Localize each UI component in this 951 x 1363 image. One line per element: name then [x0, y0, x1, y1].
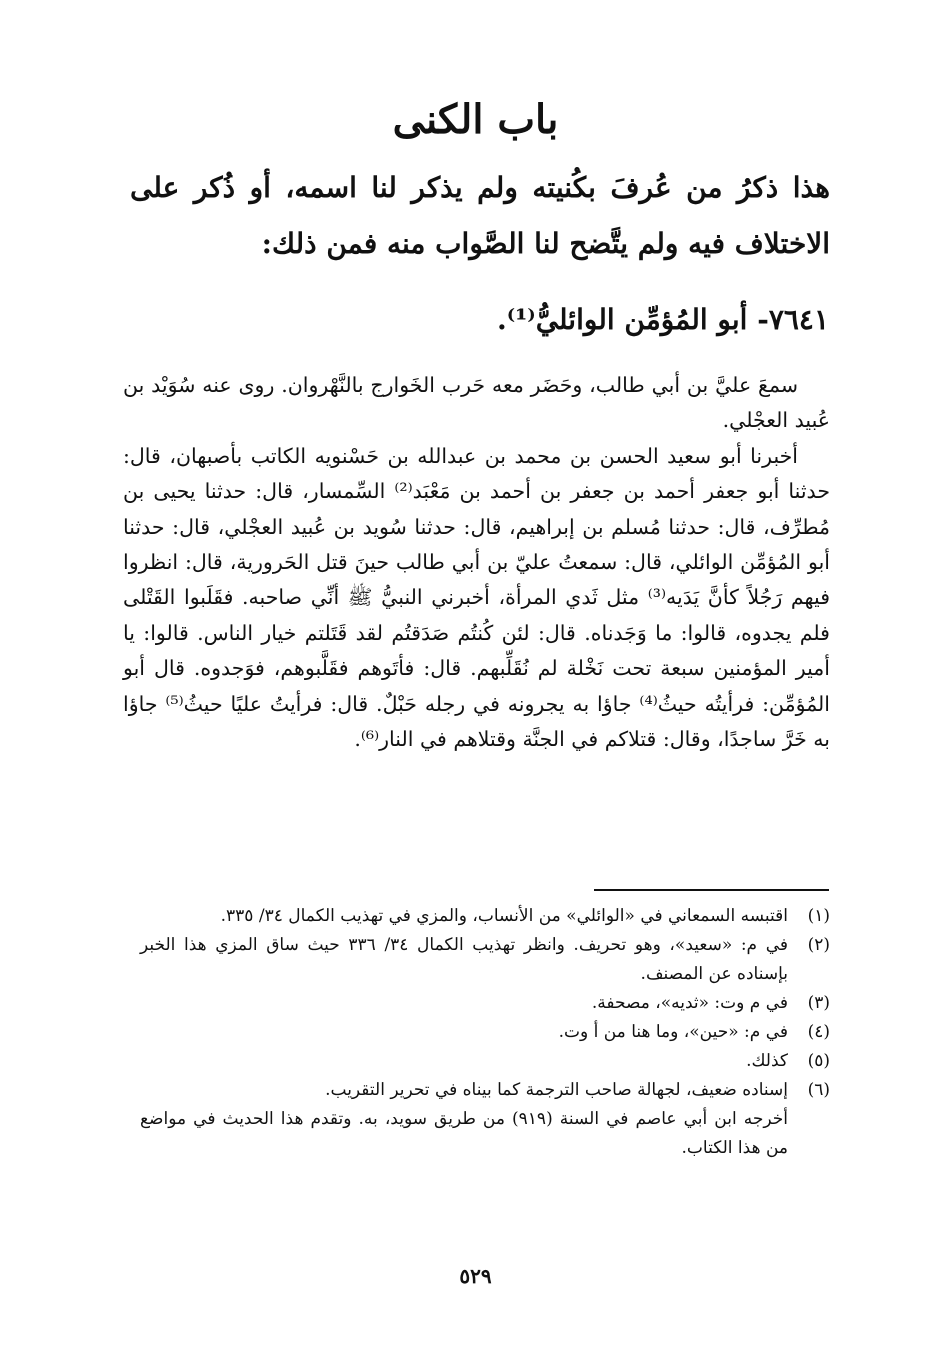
entry-heading: ٧٦٤١- أبو المُؤمِّن الوائليُّ⁽¹⁾.	[497, 303, 829, 336]
footnote-text: إسناده ضعيف، لجهالة صاحب الترجمة كما بيناه في تحرير التقريب.	[325, 1080, 788, 1100]
footnote-item	[140, 931, 830, 989]
chapter-title: باب الكنى	[392, 96, 559, 143]
footnote-number: (٤)	[807, 1022, 830, 1042]
footnote-number: (٢)	[807, 935, 830, 955]
footnote-text: في م: «سعيد»، وهو تحريف. وانظر تهذيب الكمال ٣٤/ ٣٣٦ حيث ساق المزي هذا الخبر بإسناده عن المصنف.	[140, 935, 788, 984]
footnote-text: كذلك.	[746, 1051, 788, 1071]
footnote-item	[140, 1047, 830, 1076]
entry-body	[123, 368, 830, 757]
footnote-item	[140, 989, 830, 1018]
biography-paragraph: سمعَ عليَّ بن أبي طالب، وحَضَر معه حَرب الخَوارج بالنَّهْروان. روى عنه سُوَيْد بن عُبيد العجْلي.	[123, 373, 830, 433]
footnotes-list	[140, 902, 830, 1163]
footnote-text: في م وت: «ثديه»، مصحفة.	[591, 993, 788, 1013]
footnote-divider	[594, 889, 829, 891]
hadith-paragraph: أخبرنا أبو سعيد الحسن بن محمد بن عبدالله بن حَسْنويه الكاتب بأصبهان، قال: حدثنا أبو جعفر أحمد بن جعفر بن أحمد بن مَعْبَد⁽²⁾ السِّمسار، قال: حدثنا يحيى بن مُطرِّف، قال: حدثنا مُسلم بن إبراهيم، قال: حدثنا سُويد بن عُبيد العجْلي، قال: حدثنا أبو المُؤمِّن الوائلي، قال: سمعتُ عليّ بن أبي طالب حينَ قتل الحَرورية، قال: انظروا فيهم رَجُلاً كأنَّ يَدَيه⁽³⁾ مثل ثَدي المرأة، أخبرني النبيُّ ﷺ أنِّي صاحبه. فقَلَبوا القَتْلى فلم يجدوه، قالوا: ما وَجَدناه. قال: لئن كُنتُم صَدَقتُم لقد قَتَلتم خيار الناس. قالوا: يا أمير المؤمنين سبعة تحت نَخْلة لم نُقَلِّبهم. قال: فأتَوهم فقَلَّبوهم، فوَجدوه. قال أبو المُؤمِّن: فرأيتُه حيثُ⁽⁴⁾ جاؤا به يجرونه في رجله حَبْلٌ. قال: فرأيتُ عليًا حيثُ⁽⁵⁾ جاؤا به خَرَّ ساجدًا، وقال: قتلاكم في الجنَّة وقتلاهم في النار⁽⁶⁾.	[123, 443, 831, 752]
footnote-number: (١)	[807, 906, 830, 926]
footnote-number: (٥)	[807, 1051, 830, 1071]
chapter-intro: هذا ذكرُ من عُرفَ بكُنيته ولم يذكر لنا اسمه، أو ذُكر على الاختلاف فيه ولم يتَّضح لنا الصَّواب منه فمن ذلك:	[130, 171, 830, 260]
footnote-item	[140, 1076, 830, 1105]
footnote-item	[140, 902, 830, 931]
footnote-item	[140, 1018, 830, 1047]
footnote-text: اقتبسه السمعاني في «الوائلي» من الأنساب، والمزي في تهذيب الكمال ٣٤/ ٣٣٥.	[220, 906, 788, 926]
footnote-number: (٦)	[807, 1080, 830, 1100]
footnote-text: في م: «حين»، وما هنا من أ وت.	[558, 1022, 788, 1042]
footnote-continuation: أخرجه ابن أبي عاصم في السنة (٩١٩) من طريق سويد، به. وتقدم هذا الحديث في مواضع من هذا الكتاب.	[140, 1109, 788, 1158]
page-number: ٥٢٩	[459, 1264, 492, 1288]
footnote-number: (٣)	[807, 993, 830, 1013]
